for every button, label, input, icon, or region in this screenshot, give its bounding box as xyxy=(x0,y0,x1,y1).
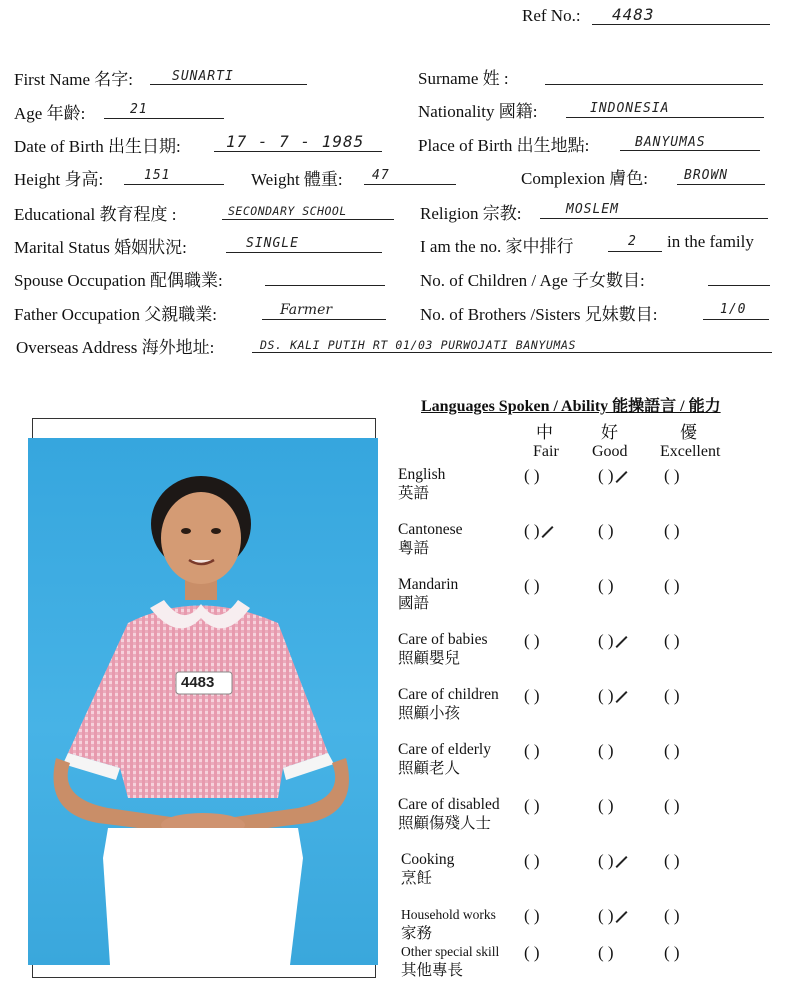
checkmark-icon xyxy=(615,911,627,923)
ability-checkbox-excellent[interactable]: ( ) xyxy=(664,796,680,815)
ability-checkbox-fair[interactable]: ( ) xyxy=(524,796,540,815)
religion-underline xyxy=(540,218,768,219)
ref-label: Ref No.: xyxy=(522,6,581,25)
language-row-label xyxy=(401,850,454,888)
education-underline xyxy=(222,219,394,220)
nationality-value[interactable]: INDONESIA xyxy=(590,101,670,116)
height-value[interactable]: 151 xyxy=(144,168,171,183)
weight-value[interactable]: 47 xyxy=(372,168,390,183)
first-name-value[interactable]: SUNARTI xyxy=(172,69,234,84)
ability-checkbox-fair[interactable]: ( ) xyxy=(524,906,540,925)
checkmark-icon xyxy=(615,856,627,868)
ability-checkbox-good[interactable]: ( ) xyxy=(598,466,614,485)
ability-checkbox-excellent[interactable]: ( ) xyxy=(664,943,680,962)
address-value[interactable]: DS. KALI PUTIH RT 01/03 PURWOJATI BANYUMAS xyxy=(260,338,576,352)
father-label: Father Occupation 父親職業: xyxy=(14,305,218,324)
level-en-fair: Fair xyxy=(533,443,559,460)
language-row-en: Mandarin xyxy=(398,576,459,593)
address-label: Overseas Address 海外地址: xyxy=(16,338,215,357)
language-row-cn: 國語 xyxy=(398,595,430,612)
address-underline xyxy=(252,352,772,353)
ability-checkbox-fair[interactable]: ( ) xyxy=(524,686,540,705)
ability-checkbox-good[interactable]: ( ) xyxy=(598,686,614,705)
language-row-en: Cantonese xyxy=(398,521,463,538)
marital-label: Marital Status 婚姻狀況: xyxy=(14,238,187,257)
nationality-underline xyxy=(566,117,764,118)
father-underline xyxy=(262,319,386,320)
language-row-label xyxy=(401,942,499,980)
age-underline xyxy=(104,118,224,119)
marital-value[interactable]: SINGLE xyxy=(246,236,299,251)
surname-field[interactable] xyxy=(545,84,763,85)
language-row-en: Care of disabled xyxy=(398,796,500,813)
language-row-label xyxy=(398,740,491,778)
ability-checkbox-good[interactable]: ( ) xyxy=(598,851,614,870)
siblings-label: No. of Brothers /Sisters 兄妹數目: xyxy=(420,305,658,324)
family-rank-label: I am the no. 家中排行 xyxy=(420,237,574,256)
spouse-field[interactable] xyxy=(265,285,385,286)
language-row-en: Cooking xyxy=(401,851,455,868)
language-row-cn: 英語 xyxy=(398,485,430,502)
weight-underline xyxy=(364,184,456,185)
first-name-underline xyxy=(150,84,307,85)
pob-label: Place of Birth 出生地點: xyxy=(418,136,590,155)
language-row-en: Care of elderly xyxy=(398,741,491,758)
ability-checkbox-good[interactable]: ( ) xyxy=(598,796,614,815)
ability-checkbox-fair[interactable]: ( ) xyxy=(524,576,540,595)
ability-checkbox-excellent[interactable]: ( ) xyxy=(664,631,680,650)
language-row-cn: 粵語 xyxy=(398,540,430,557)
family-rank-value[interactable]: 2 xyxy=(628,234,637,249)
pob-underline xyxy=(620,150,760,151)
ability-checkbox-excellent[interactable]: ( ) xyxy=(664,686,680,705)
language-row-cn: 烹飪 xyxy=(401,870,433,887)
ref-underline xyxy=(592,24,770,25)
surname-label: Surname 姓 : xyxy=(418,69,509,88)
level-en-good: Good xyxy=(592,443,628,460)
level-en-excellent: Excellent xyxy=(660,443,721,460)
applicant-photo-illustration xyxy=(28,438,378,965)
language-row-en: Household works xyxy=(401,907,496,922)
age-label: Age 年齡: xyxy=(14,104,86,123)
language-row-cn: 照顧老人 xyxy=(398,760,461,777)
weight-label: Weight 體重: xyxy=(251,170,343,189)
first-name-label: First Name 名字: xyxy=(14,70,133,89)
checkmark-icon xyxy=(615,691,627,703)
ability-checkbox-excellent[interactable]: ( ) xyxy=(664,906,680,925)
level-cn-excellent: 優 xyxy=(680,423,697,442)
ability-checkbox-good[interactable]: ( ) xyxy=(598,576,614,595)
ability-checkbox-good[interactable]: ( ) xyxy=(598,906,614,925)
height-underline xyxy=(124,184,224,185)
education-value[interactable]: SECONDARY SCHOOL xyxy=(228,204,347,218)
ability-checkbox-fair[interactable]: ( ) xyxy=(524,943,540,962)
photo-badge-number: 4483 xyxy=(181,674,215,691)
pob-value[interactable]: BANYUMAS xyxy=(635,135,706,150)
height-label: Height 身高: xyxy=(14,170,104,189)
language-row-cn: 照顧傷殘人士 xyxy=(398,815,492,832)
language-row-label xyxy=(398,575,458,613)
language-row-label xyxy=(398,795,500,833)
father-value[interactable]: Farmer xyxy=(280,302,333,318)
ability-checkbox-good[interactable]: ( ) xyxy=(598,741,614,760)
children-label: No. of Children / Age 子女數目: xyxy=(420,271,645,290)
ref-value[interactable]: 4483 xyxy=(612,5,655,24)
ability-checkbox-excellent[interactable]: ( ) xyxy=(664,741,680,760)
religion-label: Religion 宗教: xyxy=(420,204,522,223)
language-row-en: English xyxy=(398,466,446,483)
language-row-cn: 照顧嬰兒 xyxy=(398,650,461,667)
language-row-label xyxy=(398,630,488,668)
ability-checkbox-good[interactable]: ( ) xyxy=(598,521,614,540)
language-row-en: Other special skill xyxy=(401,944,500,959)
ability-checkbox-excellent[interactable]: ( ) xyxy=(664,521,680,540)
ability-checkbox-excellent[interactable]: ( ) xyxy=(664,851,680,870)
ability-checkbox-fair[interactable]: ( ) xyxy=(524,631,540,650)
children-field[interactable] xyxy=(708,285,770,286)
dob-underline xyxy=(214,151,382,152)
level-cn-fair: 中 xyxy=(536,423,553,442)
religion-value[interactable]: MOSLEM xyxy=(566,202,619,217)
checkmark-icon xyxy=(541,526,553,538)
language-row-label xyxy=(401,905,496,943)
applicant-photo xyxy=(28,438,378,965)
language-row-label xyxy=(398,520,463,558)
age-value[interactable]: 21 xyxy=(130,102,148,117)
family-rank-suffix: in the family xyxy=(667,232,754,251)
complexion-value[interactable]: BROWN xyxy=(684,168,729,183)
checkmark-icon xyxy=(615,636,627,648)
language-row-label xyxy=(398,465,445,503)
dob-label: Date of Birth 出生日期: xyxy=(14,137,181,156)
ability-checkbox-fair[interactable]: ( ) xyxy=(524,466,540,485)
checkmark-icon xyxy=(615,471,627,483)
dob-value[interactable]: 17 - 7 - 1985 xyxy=(226,132,365,151)
education-label: Educational 教育程度 : xyxy=(14,205,177,224)
level-cn-good: 好 xyxy=(601,423,618,442)
complexion-label: Complexion 膚色: xyxy=(521,169,649,188)
languages-title: Languages Spoken / Ability 能操語言 / 能力 xyxy=(421,398,721,415)
language-row-cn: 其他專長 xyxy=(401,962,464,979)
language-row-en: Care of babies xyxy=(398,631,488,648)
language-row-label xyxy=(398,685,499,723)
nationality-label: Nationality 國籍: xyxy=(418,102,538,121)
ability-checkbox-good[interactable]: ( ) xyxy=(598,631,614,650)
ability-checkbox-fair[interactable]: ( ) xyxy=(524,851,540,870)
language-row-en: Care of children xyxy=(398,686,499,703)
ability-checkbox-excellent[interactable]: ( ) xyxy=(664,466,680,485)
complexion-underline xyxy=(677,184,765,185)
ability-checkbox-excellent[interactable]: ( ) xyxy=(664,576,680,595)
language-row-cn: 家務 xyxy=(401,925,433,942)
language-row-cn: 照顧小孩 xyxy=(398,705,461,722)
family-rank-underline xyxy=(608,251,662,252)
ability-checkbox-good[interactable]: ( ) xyxy=(598,943,614,962)
ability-checkbox-fair[interactable]: ( ) xyxy=(524,741,540,760)
spouse-label: Spouse Occupation 配偶職業: xyxy=(14,271,223,290)
siblings-underline xyxy=(703,319,769,320)
ability-checkbox-fair[interactable]: ( ) xyxy=(524,521,540,540)
siblings-value[interactable]: 1/0 xyxy=(720,302,747,317)
marital-underline xyxy=(226,252,382,253)
